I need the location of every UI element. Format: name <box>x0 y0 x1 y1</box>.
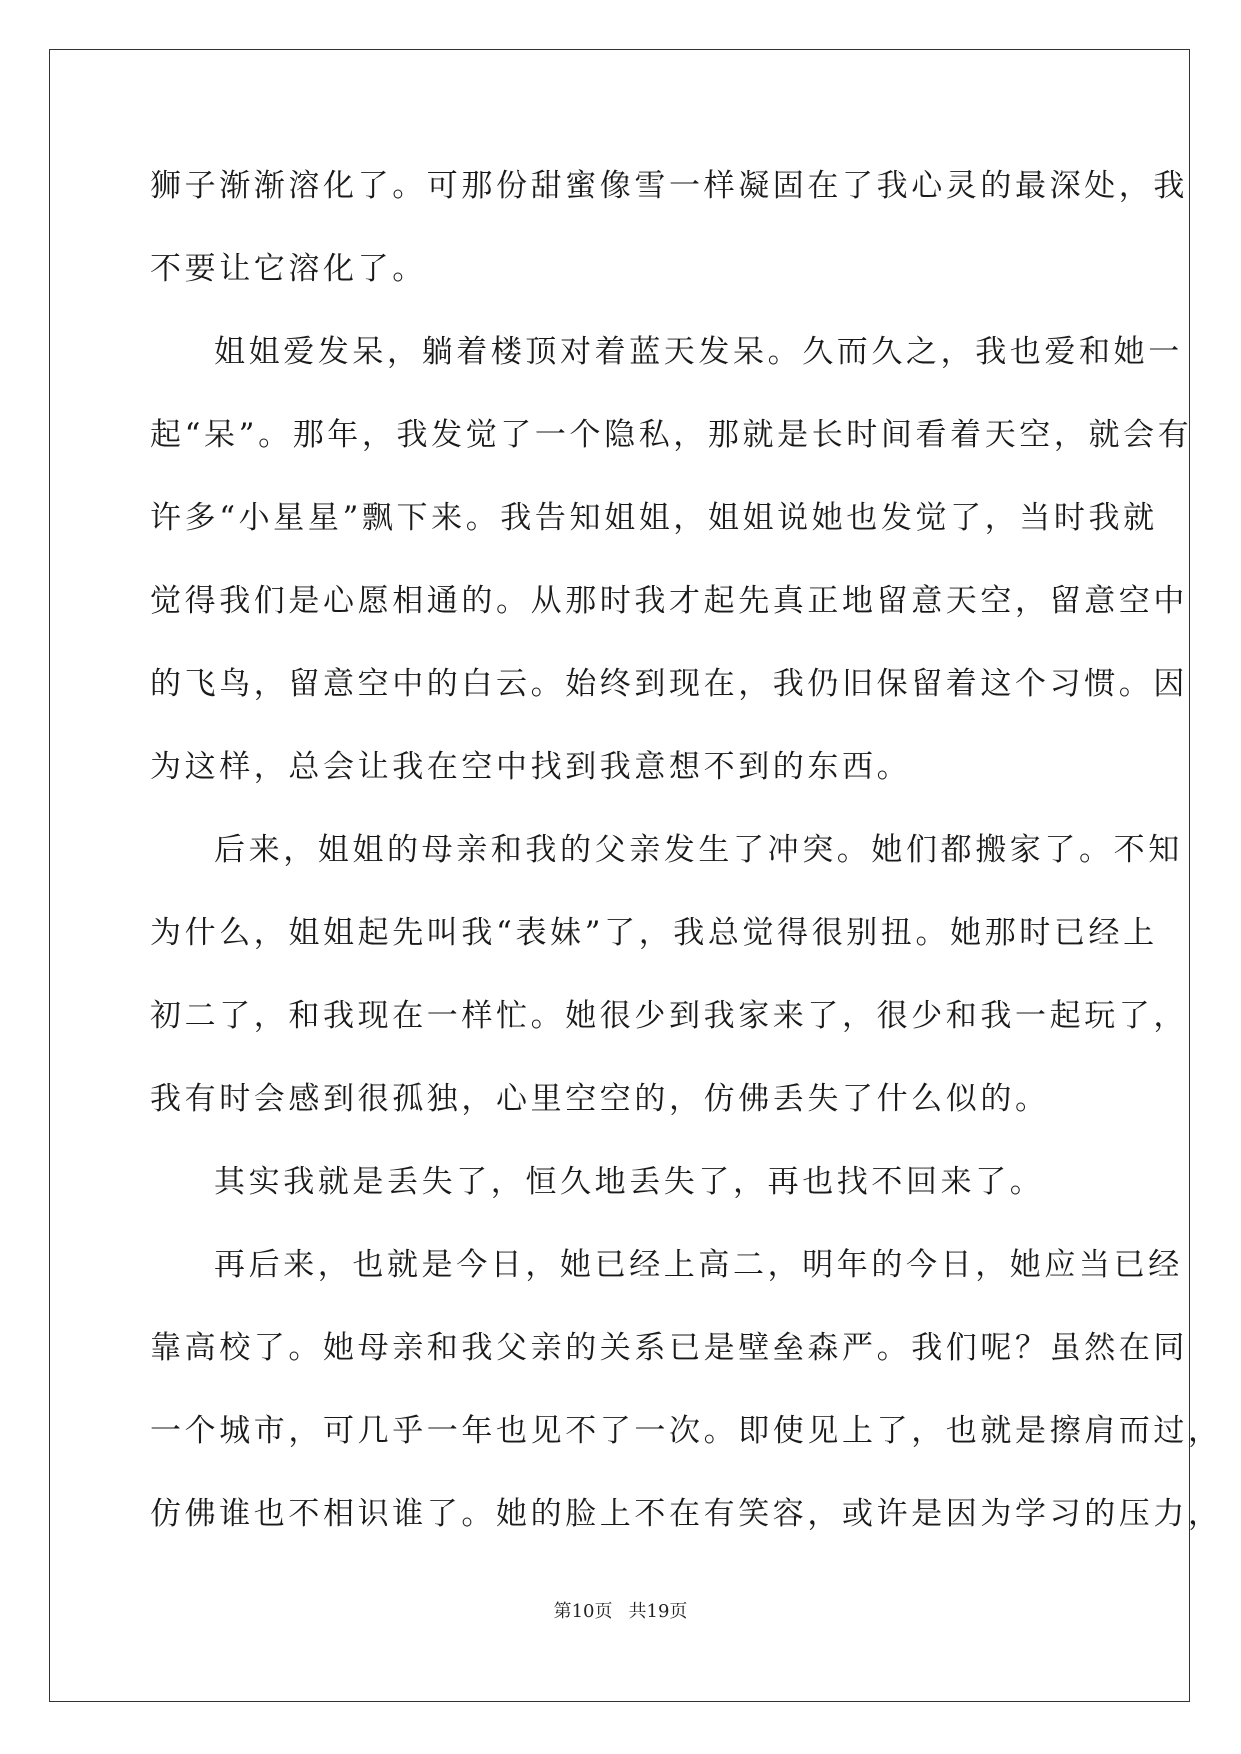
text-line: 仿佛谁也不相识谁了。她的脸上不在有笑容，或许是因为学习的压力， <box>150 1496 1223 1532</box>
text-line: 狮子渐渐溶化了。可那份甜蜜像雪一样凝固在了我心灵的最深处，我 <box>150 168 1188 204</box>
document-body <box>150 162 1223 1573</box>
text-line: 初二了，和我现在一样忙。她很少到我家来了，很少和我一起玩了， <box>150 998 1188 1034</box>
current-page-number: 第10页 <box>553 1601 613 1622</box>
text-line: 为什么，姐姐起先叫我“表妹”了，我总觉得很别扭。她那时已经上 <box>150 915 1158 951</box>
text-line: 我有时会感到很孤独，心里空空的，仿佛丢失了什么似的。 <box>150 1081 1050 1117</box>
paragraph-start-line: 其实我就是丢失了，恒久地丢失了，再也找不回来了。 <box>214 1164 1045 1200</box>
text-line: 觉得我们是心愿相通的。从那时我才起先真正地留意天空，留意空中 <box>150 583 1188 619</box>
total-pages: 共19页 <box>628 1601 688 1622</box>
paragraph-start-line: 再后来，也就是今日，她已经上高二，明年的今日，她应当已经 <box>214 1247 1183 1283</box>
text-line: 的飞鸟，留意空中的白云。始终到现在，我仍旧保留着这个习惯。因 <box>150 666 1188 702</box>
paragraph-start-line: 后来，姐姐的母亲和我的父亲发生了冲突。她们都搬家了。不知 <box>214 832 1183 868</box>
text-line: 靠高校了。她母亲和我父亲的关系已是壁垒森严。我们呢？虽然在同 <box>150 1330 1188 1366</box>
text-line: 一个城市，可几乎一年也见不了一次。即使见上了，也就是擦肩而过， <box>150 1413 1223 1449</box>
page-footer <box>0 1597 1241 1623</box>
text-line: 起“呆”。那年，我发觉了一个隐私，那就是长时间看着天空，就会有 <box>150 417 1193 453</box>
text-line: 为这样，总会让我在空中找到我意想不到的东西。 <box>150 749 912 785</box>
paragraph-start-line: 姐姐爱发呆，躺着楼顶对着蓝天发呆。久而久之，我也爱和她一 <box>214 334 1183 370</box>
text-line: 许多“小星星”飘下来。我告知姐姐，姐姐说她也发觉了，当时我就 <box>150 500 1158 536</box>
text-line: 不要让它溶化了。 <box>150 251 427 287</box>
